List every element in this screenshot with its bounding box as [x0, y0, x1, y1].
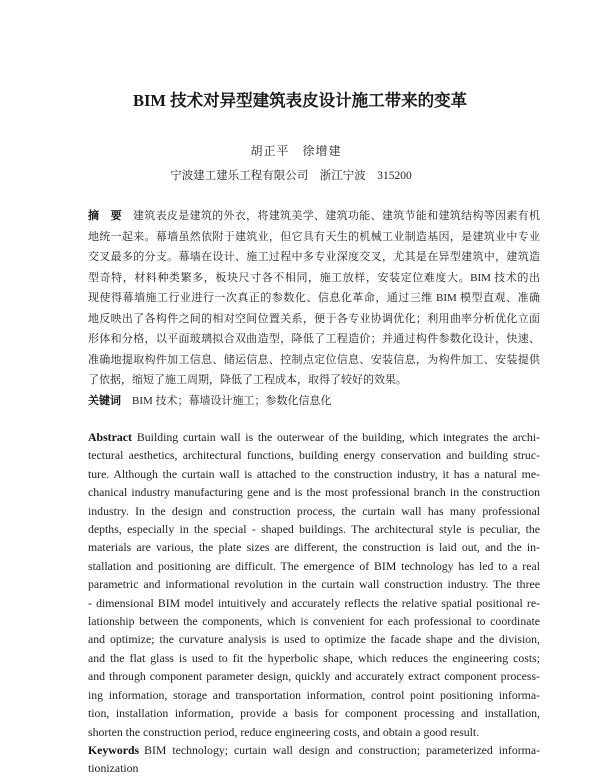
abstract-cn-line: 现使得幕墙施工行业进行一次真正的参数化、信息化革命，通过三维 BIM 模型直观、准确 — [88, 292, 540, 304]
abstract-en-label: Abstract — [88, 430, 132, 444]
english-abstract — [88, 428, 540, 778]
abstract-cn-line: 型奇特，材料种类繁多，板块尺寸各不相同，施工放样，安装定位难度大。BIM 技术的出 — [88, 271, 540, 284]
abstract-en-line: and through component parameter design, quickly and accurately extract component process- — [88, 669, 540, 684]
author-affiliation: 宁波建工建乐工程有限公司 浙江宁波 315200 — [170, 170, 412, 182]
abstract-cn-line: 形体和分格，以平面玻璃拟合双曲造型，降低了工程造价；并通过构件参数化设计，快速、 — [88, 333, 540, 345]
abstract-en-line: ing information, storage and transportation information, control point positioning informa- — [88, 687, 540, 702]
abstract-cn-line — [88, 206, 540, 227]
keywords-cn-text: BIM 技术；幕墙设计施工；参数化信息化 — [132, 394, 332, 407]
keywords-cn-label: 关键词 — [88, 394, 121, 407]
abstract-en-line: depths, especially in the special - shaped buildings. The architectural style is peculiar, the — [88, 522, 540, 537]
abstract-en-line: shorten the construction period, reduce engineering costs, and obtain a good result. — [88, 724, 480, 739]
keywords-en-line — [88, 741, 540, 759]
author-names: 胡正平 徐增建 — [250, 144, 342, 158]
abstract-cn-line: 地统一起来。幕墙虽然依附于建筑业，但它具有天生的机械工业制造基因，是建筑业中专业 — [88, 230, 540, 243]
abstract-en-line: tion, installation information, provide a basis for component processing and installation, — [88, 706, 540, 721]
abstract-cn-line: 准确地提取构件加工信息、储运信息、控制点定位信息、安装信息，为构件加工、安装提供 — [88, 353, 540, 366]
abstract-en-text: Building curtain wall is the outerwear of the building, which integrates the archi- — [136, 430, 540, 444]
abstract-en-line: chanical industry manufacturing gene and is the most professional branch in the construction — [88, 485, 540, 500]
keywords-en-line: tionization — [88, 761, 139, 776]
abstract-en-line: stallation and positioning are difficult. The emergence of BIM technology has led to a real — [88, 558, 540, 573]
abstract-en-line: parametric and informational revolution in the curtain wall construction industry. The three — [88, 577, 540, 592]
abstract-en-line: materials are various, the plate sizes are different, the construction is laid out, and the in- — [88, 540, 540, 555]
abstract-en-line: - dimensional BIM model intuitively and accurately reflects the relative spatial positional re- — [88, 595, 540, 610]
abstract-cn-line: 了依据，缩短了施工周期，降低了工程成本，取得了较好的效果。 — [88, 374, 407, 386]
abstract-en-line: and the flat glass is used to fit the hyperbolic shape, which reduces the engineering costs; — [88, 650, 540, 665]
abstract-en-line: and optimize; the curvature analysis is used to optimize the facade shape and the division, — [88, 632, 540, 647]
abstract-en-line — [88, 428, 540, 446]
keywords-cn — [88, 391, 540, 412]
abstract-cn-text: 建筑表皮是建筑的外衣，将建筑美学、建筑功能、建筑节能和建筑结构等因素有机 — [132, 210, 541, 222]
chinese-abstract — [88, 206, 540, 411]
abstract-en-line: ture. Although the curtain wall is attached to the construction industry, it has a natural me- — [88, 466, 540, 481]
abstract-cn-label: 摘 要 — [88, 210, 122, 222]
abstract-en-line: tectural aesthetics, architectural functions, building energy conservation and building struc- — [88, 448, 540, 463]
abstract-cn-line: 交叉最多的分支。幕墙在设计、施工过程中多专业深度交叉，尤其是在异型建筑中，建筑造 — [88, 251, 540, 263]
paper-title: BIM 技术对异型建筑表皮设计施工带来的变革 — [132, 91, 468, 110]
abstract-en-line: industry. In the design and construction process, the curtain wall has many professional — [88, 503, 540, 518]
abstract-en-line: lationship between the components, which is convenient for each professional to coordinate — [88, 614, 540, 629]
abstract-cn-line: 地反映出了各构件之间的相对空间位置关系，便于各专业协调优化；利用曲率分析优化立面 — [88, 312, 540, 325]
keywords-en-text: BIM technology; curtain wall design and construction; parameterized informa- — [144, 742, 540, 757]
keywords-en-label: Keywords — [88, 742, 140, 757]
